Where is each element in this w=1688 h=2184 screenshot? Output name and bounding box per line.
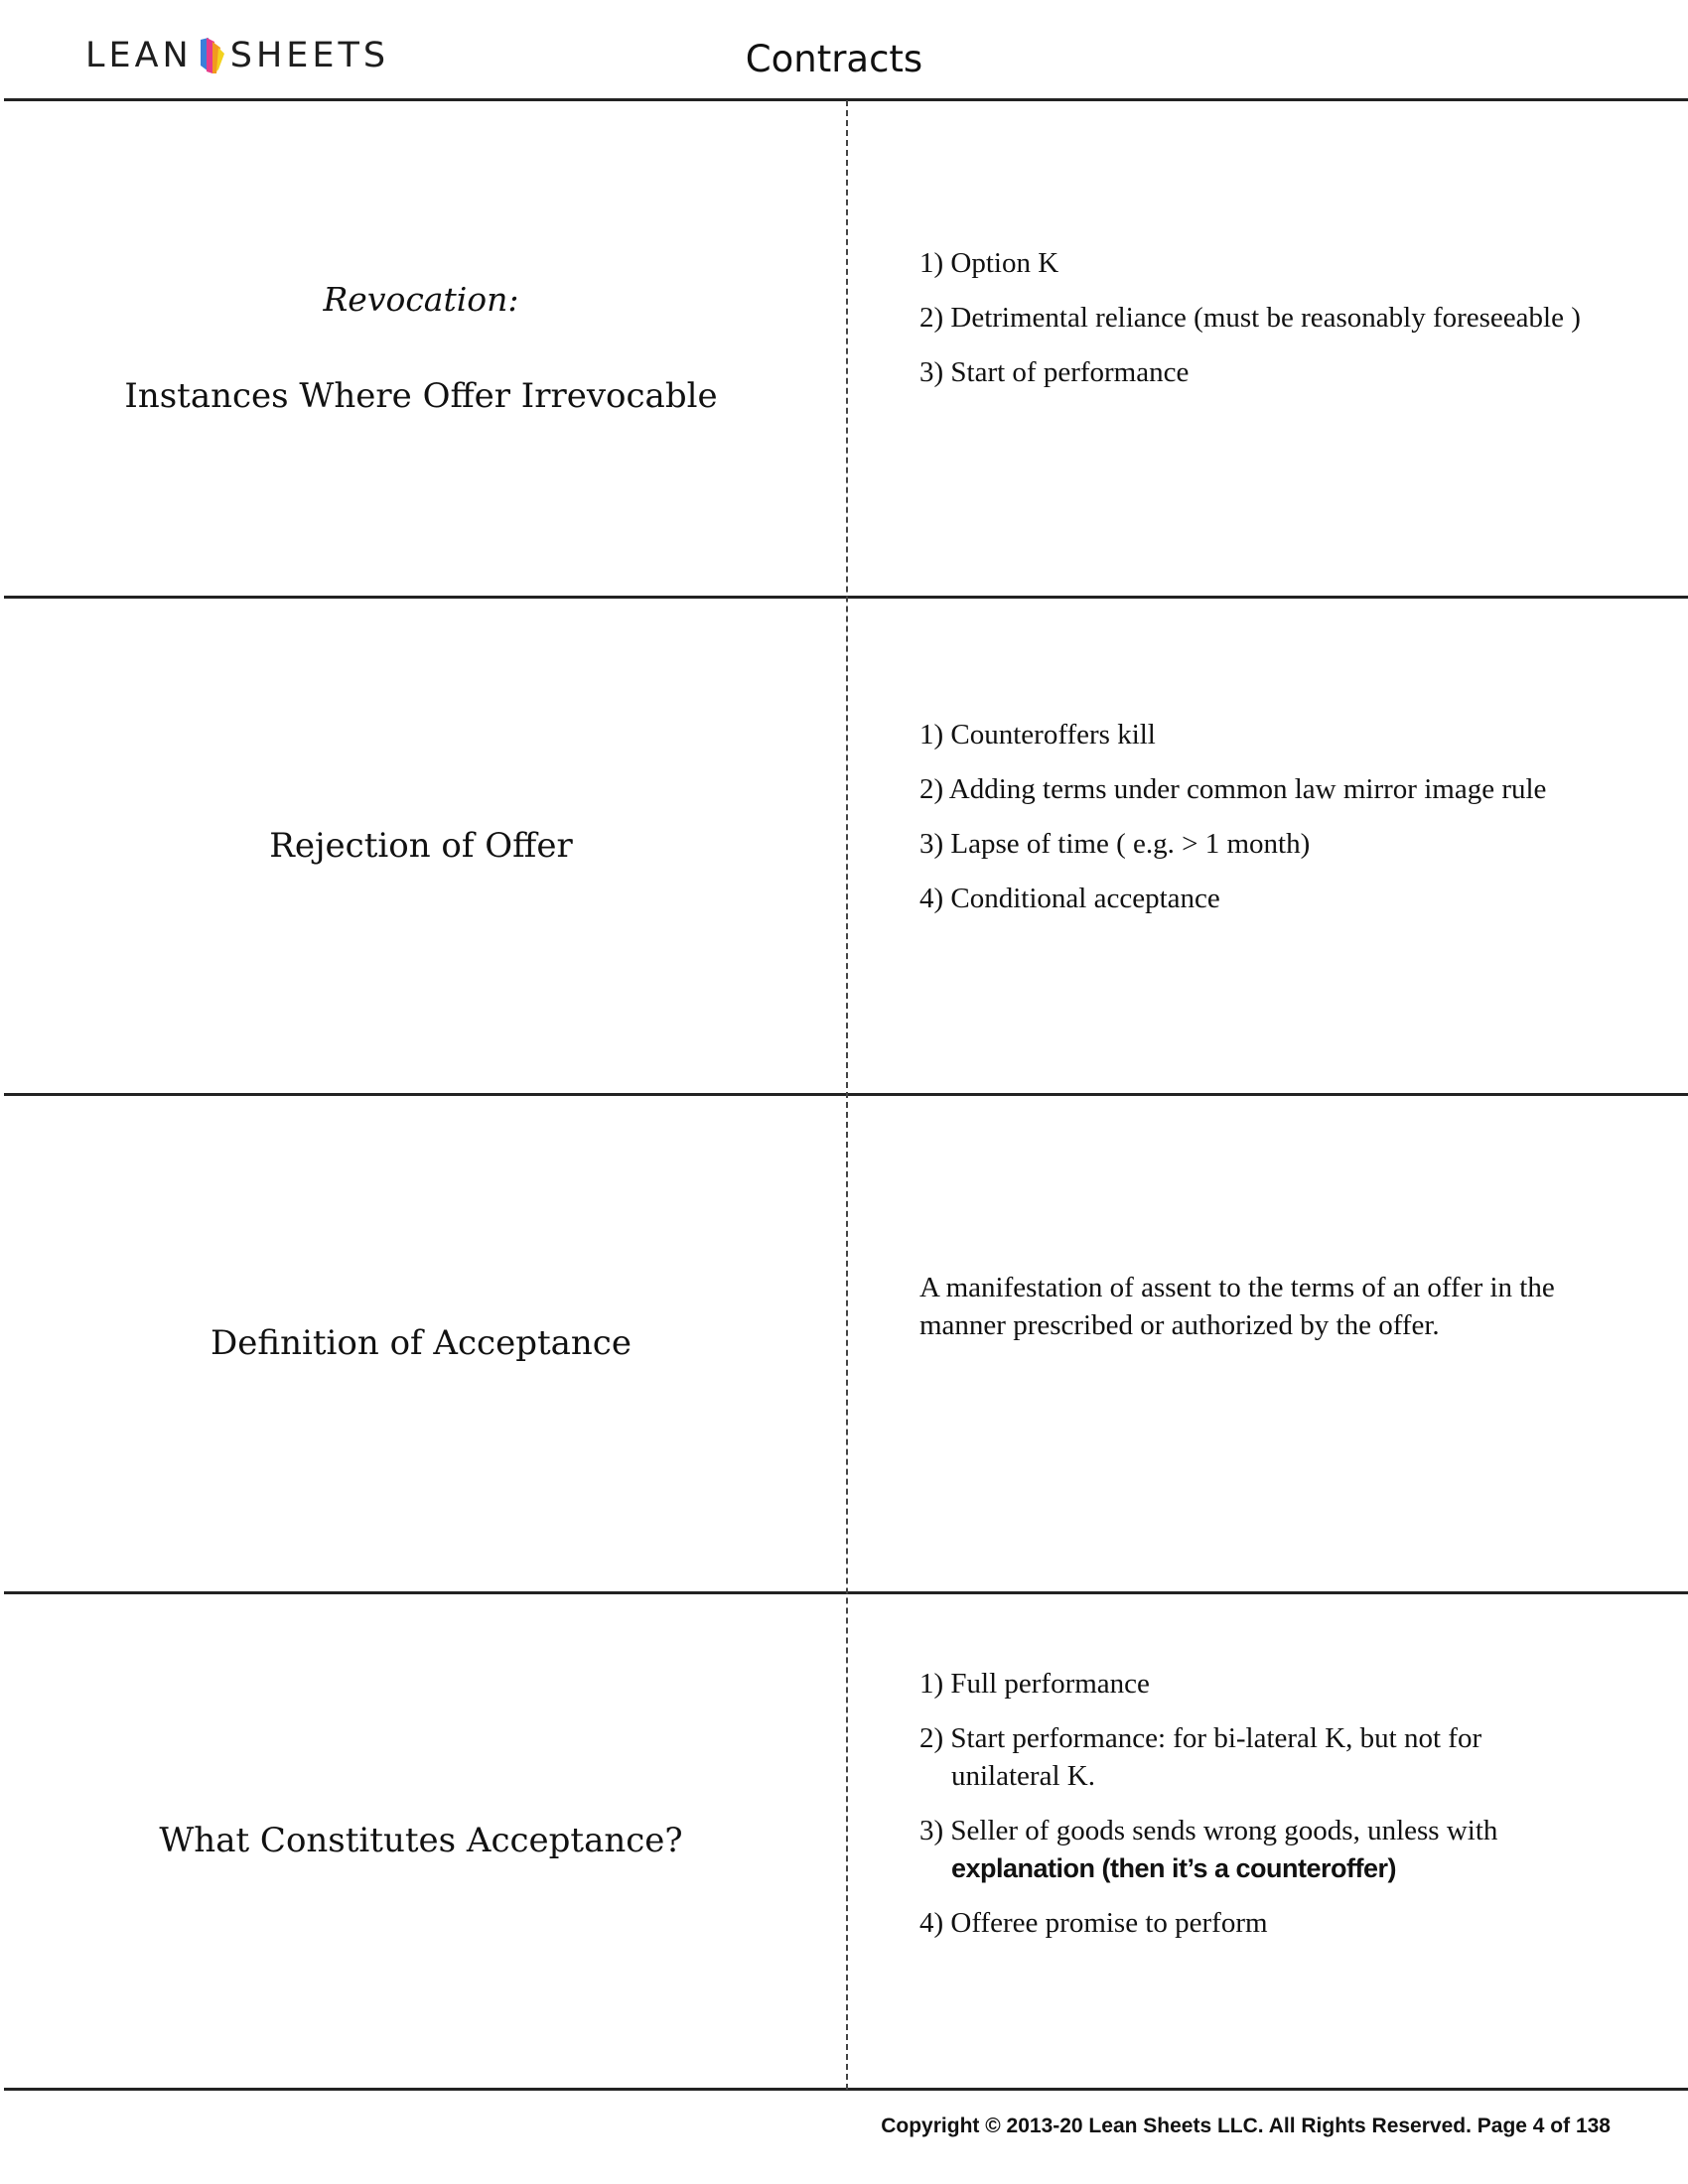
list-item-text: 3) Seller of goods sends wrong goods, unless with (919, 1815, 1498, 1846)
card-term (0, 1095, 842, 1591)
list-item-bold-text: explanation (then it’s a counteroffer) (951, 1853, 1397, 1883)
page-title: Contracts (745, 38, 923, 80)
card-definition (919, 1269, 1595, 1344)
logo-word-lean: LEAN (85, 36, 193, 75)
page-header (0, 0, 1688, 100)
term-title: Instances Where Offer Irrevocable (124, 376, 718, 416)
list-item: 4) Offeree promise to perform (919, 1907, 1268, 1939)
card-definition (919, 716, 1595, 934)
list-item: 4) Conditional acceptance (919, 883, 1220, 914)
list-item: 1) Counteroffers kill (919, 719, 1156, 751)
copyright-footer: Copyright © 2013-20 Lean Sheets LLC. All Rights Reserved. Page 4 of 138 (881, 2115, 1611, 2137)
fold-line (846, 100, 848, 2090)
list-item: 1) Full performance (919, 1668, 1150, 1700)
term-title: Definition of Acceptance (211, 1323, 632, 1363)
logo-word-sheets: SHEETS (229, 36, 390, 75)
list-item (919, 1812, 1595, 1887)
card-definition (919, 1665, 1595, 1959)
card-term (0, 100, 842, 596)
list-item: 3) Start of performance (919, 356, 1190, 388)
lean-sheets-logo (85, 34, 389, 77)
definition-text: A manifestation of assent to the terms of an offer in the manner prescribed or authorized by the offer. (919, 1272, 1555, 1341)
term-title: Rejection of Offer (269, 825, 573, 866)
logo-mark-icon (197, 36, 226, 75)
list-item: 2) Start performance: for bi-lateral K, but not for unilateral K. (919, 1722, 1482, 1792)
term-subtitle: Revocation: (323, 280, 519, 319)
term-title: What Constitutes Acceptance? (159, 1821, 683, 1860)
card-term (0, 598, 842, 1093)
card-definition (919, 236, 1595, 400)
list-item: 2) Detrimental reliance (must be reasonably foreseeable ) (919, 302, 1581, 334)
card-term (0, 1593, 842, 2088)
list-item: 2) Adding terms under common law mirror image rule (919, 773, 1547, 805)
list-item: 1) Option K (919, 247, 1059, 279)
list-item: 3) Lapse of time ( e.g. > 1 month) (919, 828, 1311, 860)
